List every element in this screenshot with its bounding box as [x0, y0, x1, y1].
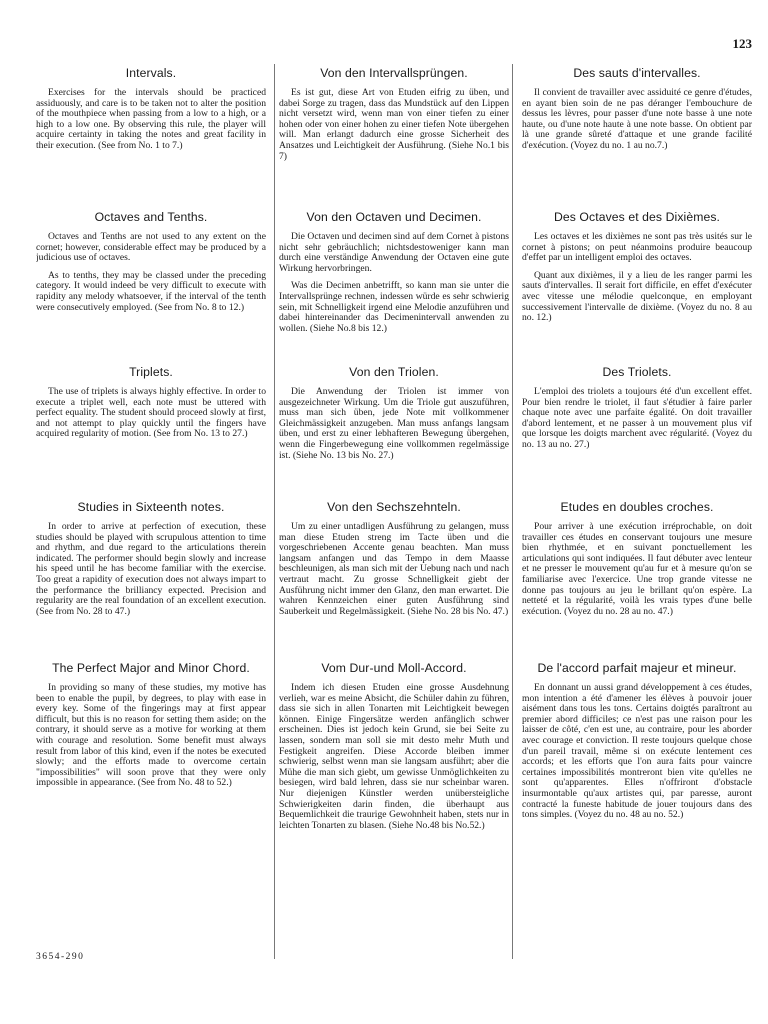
section-title: Etudes en doubles croches.: [560, 500, 714, 514]
paragraph: Pour arriver à une exécution irréprochable, on doit travailler ces études en conservant toujours une mesure bien rhythmée, et en suivant ponctuellement les articulations qui sont indiquées. Il faut débuter avec lenteur et ne presser le mouvement qu'au fur et à mesure qu'on se familiarise avec l'exercice. Une trop grande vitesse ne donne pas toujours au jeu le brillant qu'on espère. La netteté et la régularité, voilà les vrais types d'une belle exécution. (Voyez du no. 28 au no. 47.): [522, 521, 752, 617]
trilingual-text-grid: [36, 64, 752, 934]
section-chord-french: [518, 659, 752, 934]
section-chord-english: [36, 659, 270, 934]
paragraph: Quant aux dixièmes, il y a lieu de les ranger parmi les sauts d'intervalles. Il serait fort difficile, en effet d'exécuter avec vitesse une mélodie quelconque, en employant successivement l'intervalle de dixième. (Voyez du no. 8 au no. 12.): [522, 269, 752, 324]
section-title: Von den Sechszehnteln.: [327, 500, 461, 514]
section-sixteenths-english: [36, 498, 270, 659]
section-intervals-german: [275, 64, 513, 208]
paragraph: As to tenths, they may be classed under the preceding category. It would indeed be very difficult to execute with rapidity any melody whatsoever, if the interval of the tenth were consecutively employed. (See from No. 8 to 12.): [36, 269, 266, 313]
section-title: Von den Octaven und Decimen.: [306, 210, 482, 224]
section-title: Von den Triolen.: [349, 365, 439, 379]
section-triplets-english: [36, 363, 270, 498]
paragraph: En donnant un aussi grand développement à ces études, mon intention a été d'amener les élèves à pouvoir jouer aisément dans tous les tons. Certains doigtés paraîtront au premier abord difficiles; ce n'est pas une raison pour les laisser de côté, c'en est une, au contraire, pour les aborder avec courage et conviction. Il reste toujours quelque chose d'un pareil travail, même si on exécute lentement ces accords; et les efforts que l'on aura faits pour vaincre certaines impossibilités montreront bien vite qu'elles ne sont qu'apparentes. Elles n'offriront d'obstacle insurmontable qu'aux artistes qui, par paresse, auront contracté la funeste habitude de jouer toujours dans des tons simples. (Voyez du no. 48 au no. 52.): [522, 682, 752, 821]
section-triplets-german: [275, 363, 513, 498]
paragraph: Um zu einer untadligen Ausführung zu gelangen, muss man diese Etuden streng im Tacte üben und die vorgeschriebenen Accente genau beachten. Man muss langsam anfangen und das Tempo in dem Maasse beschleunigen, als man sich mit der Uebung nach und nach vertraut macht. Zu grosse Schnelligkeit giebt der Ausführung nicht immer den Glanz, den man erwartet. Die wahren Kennzeichen einer guten Ausführung sind Sauberkeit und Regelmässigkeit. (Siehe No. 28 bis No. 47.): [279, 521, 509, 617]
section-octaves-german: [275, 208, 513, 363]
paragraph: Die Octaven und decimen sind auf dem Cornet à pistons nicht sehr gebräuchlich; nichtsdestoweniger kann man durch eine verständige Anwendung der Octaven eine gute Wirkung hervorbringen.: [279, 231, 509, 274]
section-triplets-french: [518, 363, 752, 498]
paragraph: Exercises for the intervals should be practiced assiduously, and care is to be taken not to alter the position of the mouthpiece when passing from a low to a high, or a high to a low one. By observing this rule, the player will acquire certainty in taking the notes and great facility in their execution. (See from No. 1 to 7.): [36, 87, 266, 151]
section-chord-german: [275, 659, 513, 934]
section-title: Triplets.: [129, 365, 173, 379]
section-octaves-english: [36, 208, 270, 363]
section-title: Vom Dur-und Moll-Accord.: [321, 661, 467, 675]
section-title: The Perfect Major and Minor Chord.: [52, 661, 250, 675]
section-title: Von den Intervallsprüngen.: [320, 66, 468, 80]
section-intervals-english: [36, 64, 270, 208]
section-octaves-french: [518, 208, 752, 363]
section-title: Des Triolets.: [602, 365, 672, 379]
section-sixteenths-german: [275, 498, 513, 659]
paragraph: The use of triplets is always highly effective. In order to execute a triplet well, each note must be uttered with perfect equality. The student should proceed slowly at first, and not attempt to play quickly until the fingers have acquired regularity of motion. (See from No. 13 to 27.): [36, 386, 266, 440]
paragraph: Was die Decimen anbetrifft, so kann man sie unter die Intervallsprünge rechnen, indessen würde es sehr schwierig sein, mit Schnelligkeit irgend eine Melodie anzuführen und dabei hintereinander das Decimenintervall anwenden zu wollen. (Siehe No.8 bis 12.): [279, 280, 509, 334]
paragraph: Octaves and Tenths are not used to any extent on the cornet; however, considerable effect may be produced by a judicious use of octaves.: [36, 231, 266, 264]
plate-number: 3654-290: [36, 952, 85, 962]
section-title: Des sauts d'intervalles.: [573, 66, 701, 80]
paragraph: Es ist gut, diese Art von Etuden eifrig zu üben, und dabei Sorge zu tragen, dass das Mundstück auf den Lippen nicht versetzt wird, wenn man von einer tiefen zu einer hohen oder von einer hohen zu einer tiefen Note übergehen will. Man erlangt dadurch eine grosse Sicherheit des Ansatzes und Leichtigkeit der Ausführung. (Siehe No.1 bis 7): [279, 87, 509, 162]
section-title: Octaves and Tenths.: [94, 210, 208, 224]
page-number: 123: [732, 36, 752, 51]
section-title: Studies in Sixteenth notes.: [77, 500, 225, 514]
paragraph: In order to arrive at perfection of execution, these studies should be played with scrupulous attention to time and rhythm, and due regard to the articulations therein indicated. The performer should begin slowly and increase his speed until he has become familiar with the exercise. Too great a rapidity of execution does not always impart to the performance the brilliancy expected. Precision and regularity are the real foundation of an excellent execution. (See from No. 28 to 47.): [36, 521, 266, 617]
paragraph: Indem ich diesen Etuden eine grosse Ausdehnung verlieh, war es meine Absicht, die Schüler dahin zu führen, dass sie sich in allen Tonarten mit Leichtigkeit bewegen können. Einige Fingersätze werden anfänglich schwer erscheinen. Dies ist jedoch kein Grund, sie bei Seite zu lassen, sondern man soll sie mit desto mehr Muth und Festigkeit angreifen. Diese Accorde bleiben immer schwierig, selbst wenn man sie langsam ausführt; aber die Mühe die man sich giebt, um gewisse Unmöglichkeiten zu besiegen, wird bald lehren, dass sie nur scheinbar waren. Nur diejenigen Künstler werden unübersteigliche Schwierigkeiten darin finden, die überhaupt aus Bequemlichkeit die traurige Gewohnheit haben, stets nur in leichten Tonarten zu blasen. (Siehe No.48 bis No.52.): [279, 682, 509, 831]
paragraph: Il convient de travailler avec assiduité ce genre d'études, en ayant bien soin de ne pas déranger l'embouchure de dessus les lèvres, pour passer d'une note basse à une note haute, ou d'une note haute à une note basse. On obtient par là une grande sûreté d'attaque et une grande facilité d'exécution. (Voyez du no. 1 au no.7.): [522, 87, 752, 151]
section-title: Intervals.: [125, 66, 177, 80]
section-title: Des Octaves et des Dixièmes.: [553, 210, 721, 224]
paragraph: Les octaves et les dixièmes ne sont pas très usités sur le cornet à pistons; on peut néanmoins produire beaucoup d'effet par un intelligent emploi des octaves.: [522, 231, 752, 264]
paragraph: Die Anwendung der Triolen ist immer von ausgezeichneter Wirkung. Um die Triole gut auszuführen, muss man sich üben, jede Note mit vollkommener Gleichmässigkeit anzugeben. Man muss anfangs langsam üben, und erst zu einer lebhafteren Bewegung übergehen, wenn die Fingerbewegung eine vollkommen regelmässige ist. (Siehe No. 13 bis No. 27.): [279, 386, 509, 461]
section-intervals-french: [518, 64, 752, 208]
section-title: De l'accord parfait majeur et mineur.: [537, 661, 737, 675]
section-sixteenths-french: [518, 498, 752, 659]
paragraph: L'emploi des triolets a toujours été d'un excellent effet. Pour bien rendre le triolet, il faut s'étudier à faire parler chaque note avec une parfaite égalité. On doit travailler d'abord lentement, et ne passer à un mouvement plus vif que lorsque les doigts marchent avec régularité. (Voyez du no. 13 au no. 27.): [522, 386, 752, 450]
paragraph: In providing so many of these studies, my motive has been to enable the pupil, by degrees, to play with ease in every key. Some of the fingerings may at first appear difficult, but this is no reason for setting them aside; on the contrary, it should serve as a motive for working at them with courage and resolution. Some benefit must always result from labor of this kind, even if the notes be executed slowly; and the efforts made to overcome certain "impossibilities" will soon prove that they were only impossible in appearance. (See from No. 48 to 52.): [36, 682, 266, 789]
